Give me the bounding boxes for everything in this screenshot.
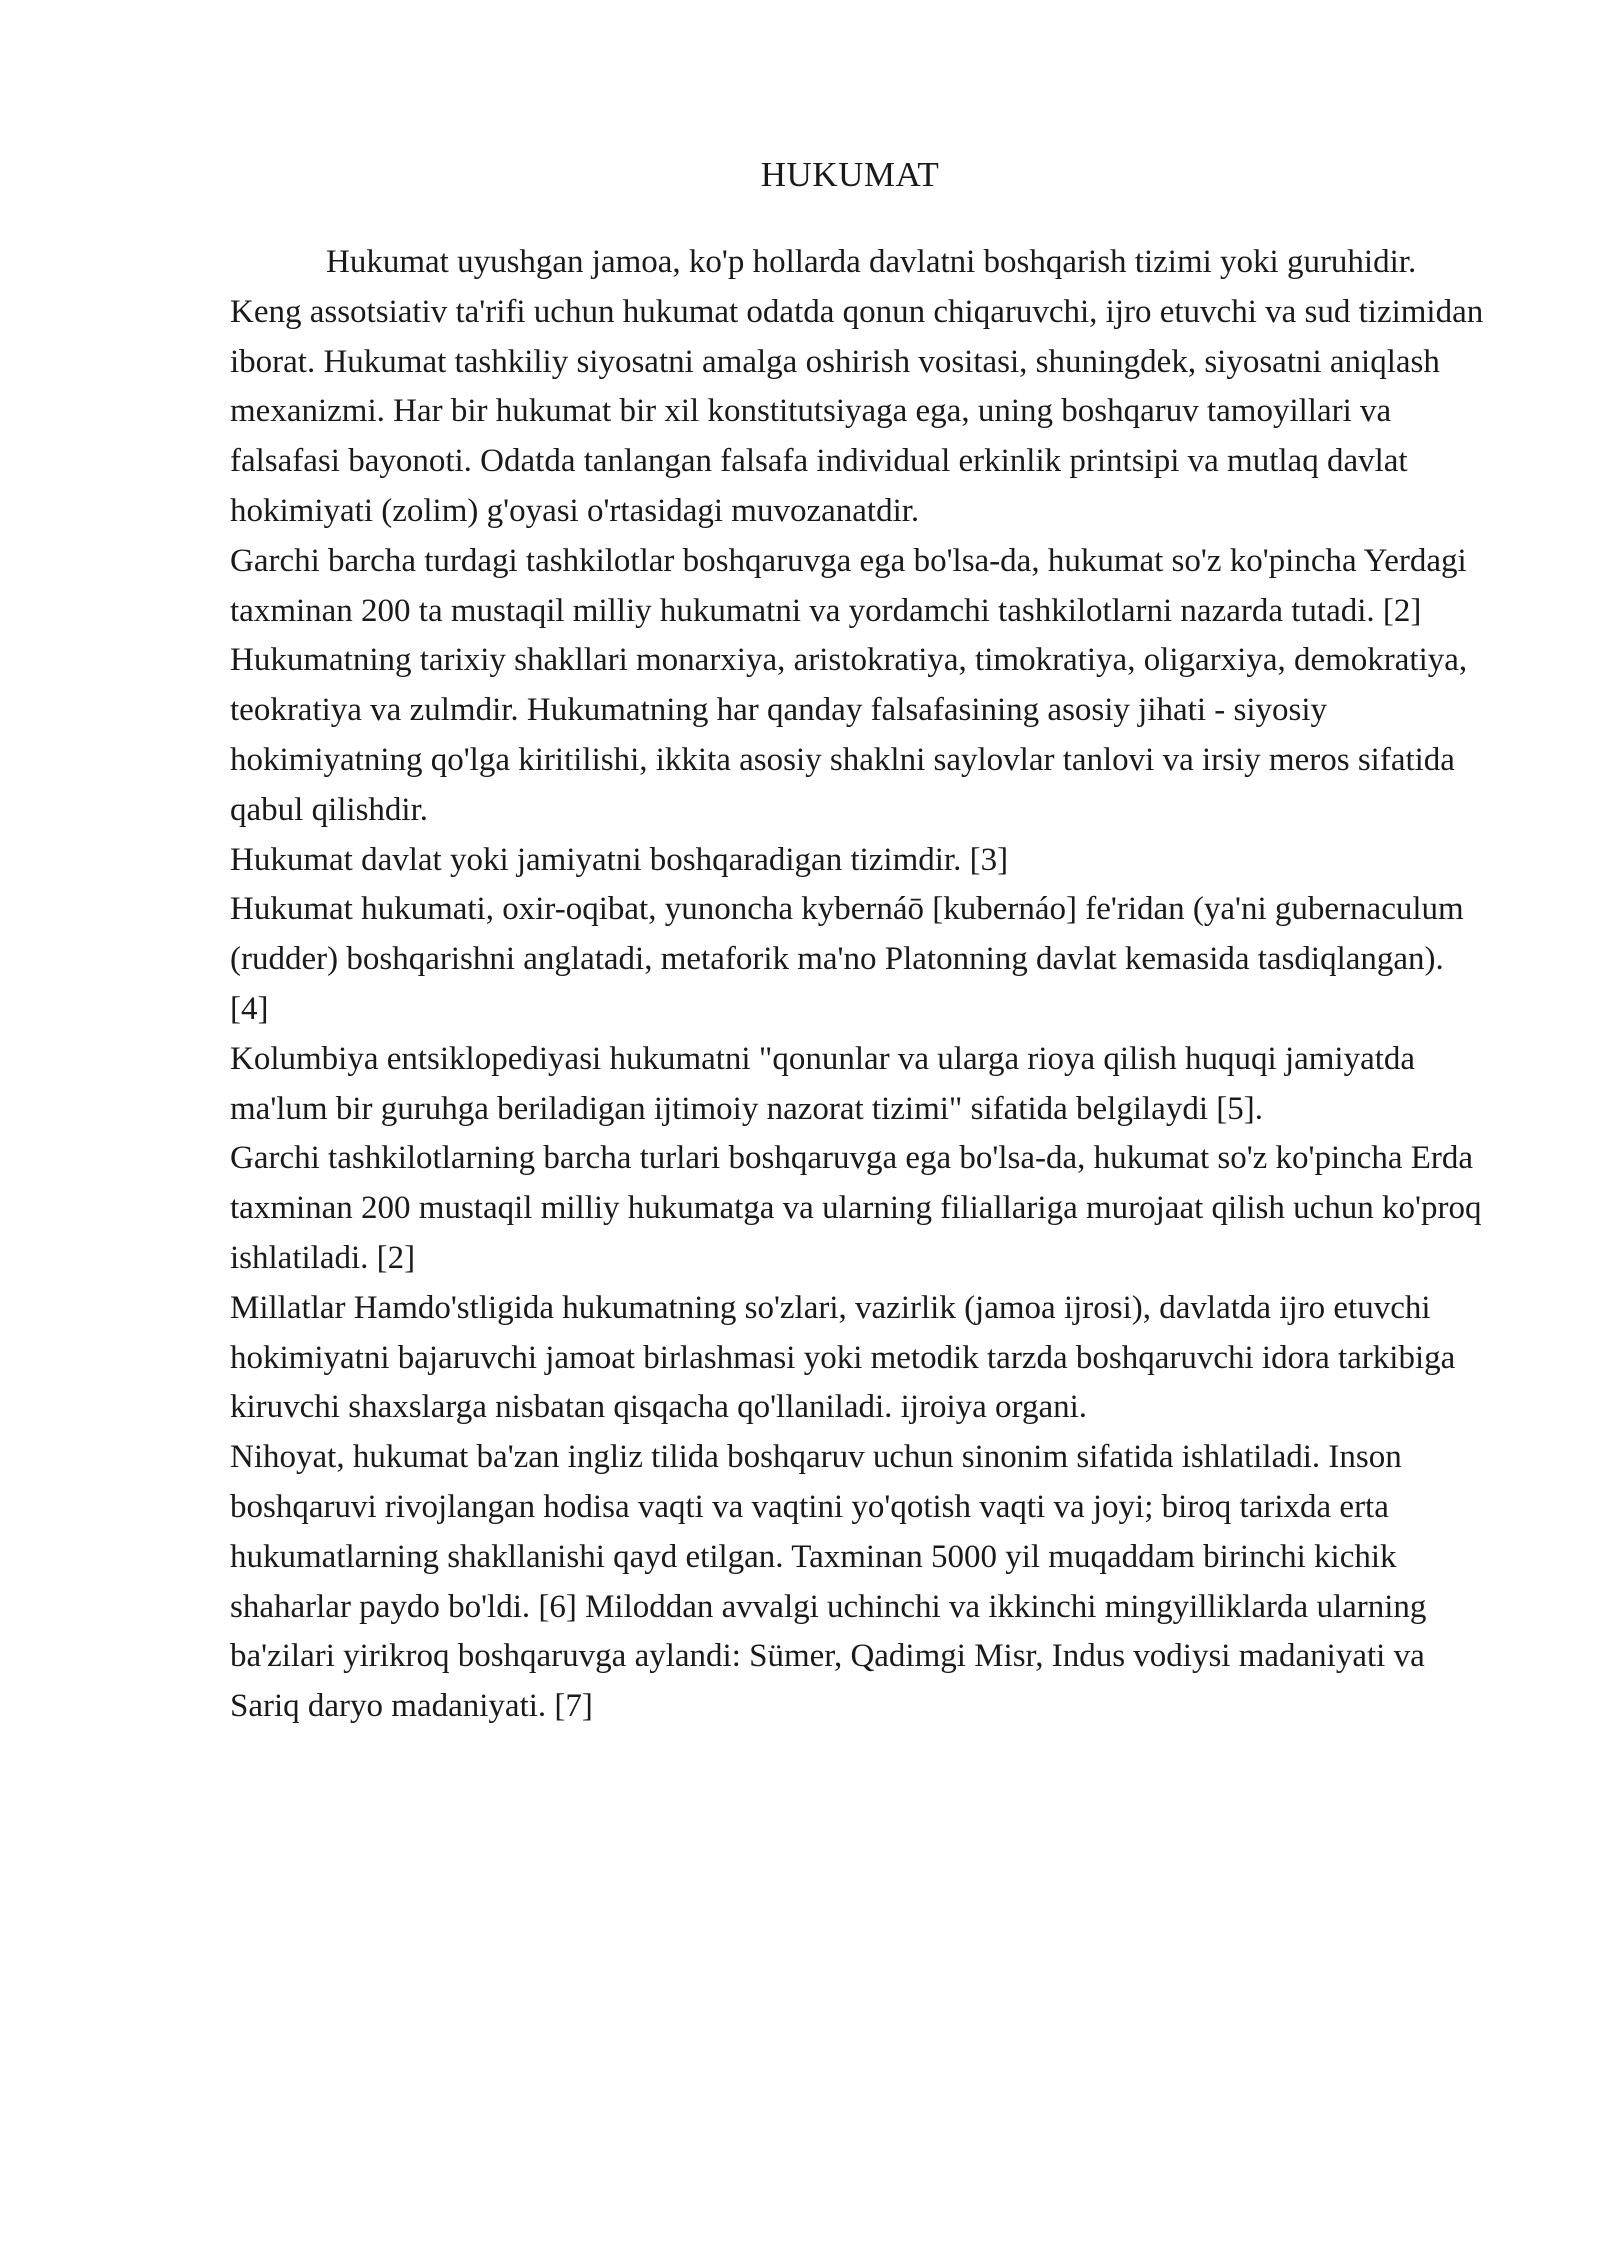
paragraph: Millatlar Hamdo'stligida hukumatning so'zlari, vazirlik (jamoa ijrosi), davlatda ijro etuvchi hokimiyatni bajaruvchi jamoat birlashmasi yoki metodik tarzda boshqaruvchi idora tarkibiga kiruvchi shaxslarga nisbatan qisqacha qo'llaniladi. ijroiya organi. [230, 1289, 1456, 1426]
paragraph: Garchi tashkilotlarning barcha turlari boshqaruvga ega bo'lsa-da, hukumat so'z ko'pincha Erda taxminan 200 mustaqil milliy hukumatga va ularning filiallariga murojaat qilish uchun ko'proq ishlatiladi. [2] [230, 1140, 1482, 1276]
paragraph: Hukumat uyushgan jamoa, ko'p hollarda davlatni boshqarish tizimi yoki guruhidir. Keng assotsiativ ta'rifi uchun hukumat odatda qonun chiqaruvchi, ijro etuvchi va sud tizimidan iborat. Hukumat tashkiliy siyosatni amalga oshirish vositasi, shuningdek, siyosatni aniqlash mexanizmi. Har bir hukumat bir xil konstitutsiyaga ega, uning boshqaruv tamoyillari va falsafasi bayonoti. Odatda tanlangan falsafa individual erkinlik printsipi va mutlaq davlat hokimiyati (zolim) g'oyasi o'rtasidagi muvozanatdir. [230, 244, 1484, 529]
paragraph: Hukumatning tarixiy shakllari monarxiya, aristokratiya, timokratiya, oligarxiya, demokratiya, teokratiya va zulmdir. Hukumatning har qanday falsafasining asosiy jihati - siyosiy hokimiyatning qo'lga kiritilishi, ikkita asosiy shaklni saylovlar tanlovi va irsiy meros sifatida qabul qilishdir. [230, 642, 1468, 828]
paragraph: Nihoyat, hukumat ba'zan ingliz tilida boshqaruv uchun sinonim sifatida ishlatiladi. Inson boshqaruvi rivojlangan hodisa vaqti va vaqtini yo'qotish vaqti va joyi; biroq tarixda erta hukumatlarning shakllanishi qayd etilgan. Taxminan 5000 yil muqaddam birinchi kichik shaharlar paydo bo'ldi. [6] Miloddan avvalgi uchinchi va ikkinchi mingyilliklarda ularning ba'zilari yirikroq boshqaruvga aylandi: Sümer, Qadimgi Misr, Indus vodiysi madaniyati va Sariq daryo madaniyati. [7] [230, 1439, 1427, 1725]
paragraph: Hukumat hukumati, oxir-oqibat, yunoncha kybernáō [kubernáo] fe'ridan (ya'ni gubernaculum (rudder) boshqarishni anglatadi, metaforik ma'no Platonning davlat kemasida tasdiqlangan). [4] [230, 891, 1464, 1027]
paragraph: Garchi barcha turdagi tashkilotlar boshqaruvga ega bo'lsa-da, hukumat so'z ko'pincha Yerdagi taxminan 200 ta mustaqil milliy hukumatni va yordamchi tashkilotlarni nazarda tutadi. [2] [230, 542, 1467, 629]
document-title: HUKUMAT [760, 155, 940, 194]
paragraph: Hukumat davlat yoki jamiyatni boshqaradigan tizimdir. [3] [230, 841, 1009, 878]
paragraph: Kolumbiya entsiklopediyasi hukumatni "qonunlar va ularga rioya qilish huquqi jamiyatda ma'lum bir guruhga beriladigan ijtimoiy nazorat tizimi" sifatida belgilaydi [5]. [230, 1040, 1416, 1127]
document-body [230, 238, 1490, 1732]
